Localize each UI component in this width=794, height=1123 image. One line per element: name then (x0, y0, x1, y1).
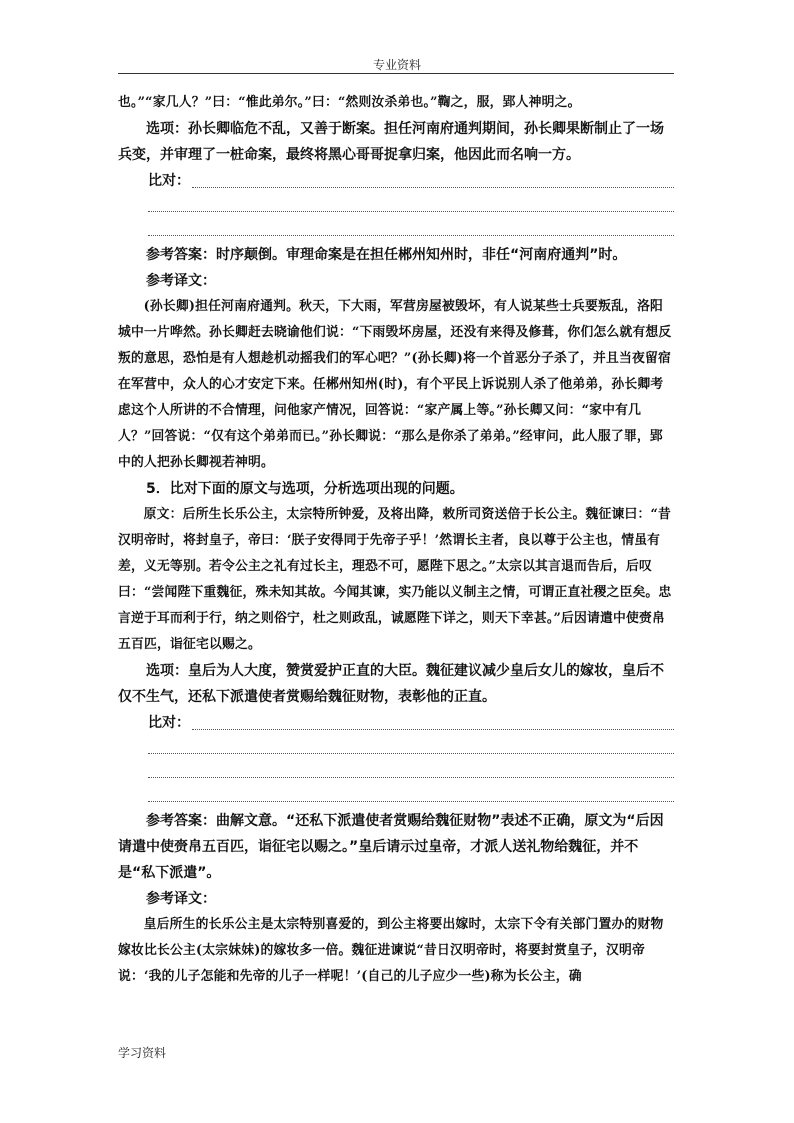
document-body (118, 90, 674, 990)
answer-blank (118, 760, 674, 784)
question-title: 5．比对下面的原文与选项，分析选项出现的问题。 (146, 481, 464, 497)
compare-line (118, 168, 674, 194)
translation-label: 参考译文： (146, 273, 216, 289)
option-text: 选项：皇后为人大度，赞赏爱护正直的大臣。魏征建议减少皇后女儿的嫁妆，皇后不仅不生气，还私下派遣使者赏赐给魏征财物，表彰他的正直。 (118, 663, 664, 705)
compare-label: 比对： (148, 173, 190, 189)
compare-line (118, 710, 674, 736)
page-header: 专业资料 (372, 58, 421, 72)
translation-text: (孙长卿)担任河南府通判。秋天，下大雨，军营房屋被毁坏，有人说某些士兵要叛乱，洛阳城中一片哗然。孙长卿赶去晓谕他们说：“下雨毁坏房屋，还没有来得及修葺，你们怎么就有想反叛的意思，恐怕是有人想趁机动摇我们的军心吧？”(孙长卿)将一个首恶分子杀了，并且当夜留宿在军营中，众人的心才安定下来。任郴州知州(时)，有个平民上诉说别人杀了他弟弟，孙长卿考虑这个人所讲的不合情理，问他家产情况，回答说：“家产属上等。”孙长卿又问：“家中有几人？”回答说：“仅有这个弟弟而已。”孙长卿说：“那么是你杀了弟弟。”经审问，此人服了罪，郢中的人把孙长卿视若神明。 (118, 299, 672, 470)
page-footer: 学习资料 (118, 1046, 167, 1060)
answer-blank (118, 194, 674, 218)
header-divider (118, 73, 674, 74)
translation-label: 参考译文： (146, 891, 216, 907)
translation-text: 皇后所生的长乐公主是太宗特别喜爱的，到公主将要出嫁时，太宗下令有关部门置办的财物嫁妆比长公主(太宗妹妹)的嫁妆多一倍。魏征进谏说“昔日汉明帝时，将要封赏皇子，汉明帝说：‘我的儿子怎能和先帝的儿子一样呢！’(自己的儿子应少一些)称为长公主，确 (118, 917, 664, 984)
option-text: 选项：孙长卿临危不乱，又善于断案。担任河南府通判期间，孙长卿果断制止了一场兵变，并审理了一桩命案，最终将黑心哥哥捉拿归案，他因此而名响一方。 (118, 121, 664, 163)
answer-blank (192, 187, 674, 188)
answer-blank (118, 736, 674, 760)
continued-text: 也。”“家几人？”曰：“惟此弟尔。”曰：“然则汝杀弟也。”鞫之，服，郢人神明之。 (118, 95, 581, 110)
answer-blank (118, 218, 674, 242)
reference-answer: 参考答案：时序颠倒。审理命案是在担任郴州知州时，非任“河南府通判”时。 (146, 247, 627, 263)
compare-label: 比对： (148, 715, 190, 731)
answer-blank (118, 784, 674, 808)
reference-answer: 参考答案：曲解文意。“还私下派遣使者赏赐给魏征财物”表述不正确，原文为“后因请遣中使赍帛五百匹，诣征宅以赐之。”皇后请示过皇帝，才派人送礼物给魏征，并不是“私下派遣”。 (118, 813, 664, 881)
answer-blank (192, 729, 674, 730)
original-text: 原文：后所生长乐公主，太宗特所钟爱，及将出降，敕所司资送倍于长公主。魏征谏曰：“昔汉明帝时，将封皇子，帝曰：‘朕子安得同于先帝子乎！’然谓长主者，良以尊于公主也，情虽有差，义无等别。若令公主之礼有过长主，理恐不可，愿陛下思之。”太宗以其言退而告后，后叹曰：“尝闻陛下重魏征，殊未知其故。今闻其谏，实乃能以义制主之情，可谓正直社稷之臣矣。忠言逆于耳而利于行，纳之则俗宁，杜之则政乱，诚愿陛下详之，则天下幸甚。”后因请遣中使赍帛五百匹，诣征宅以赐之。 (118, 507, 672, 652)
